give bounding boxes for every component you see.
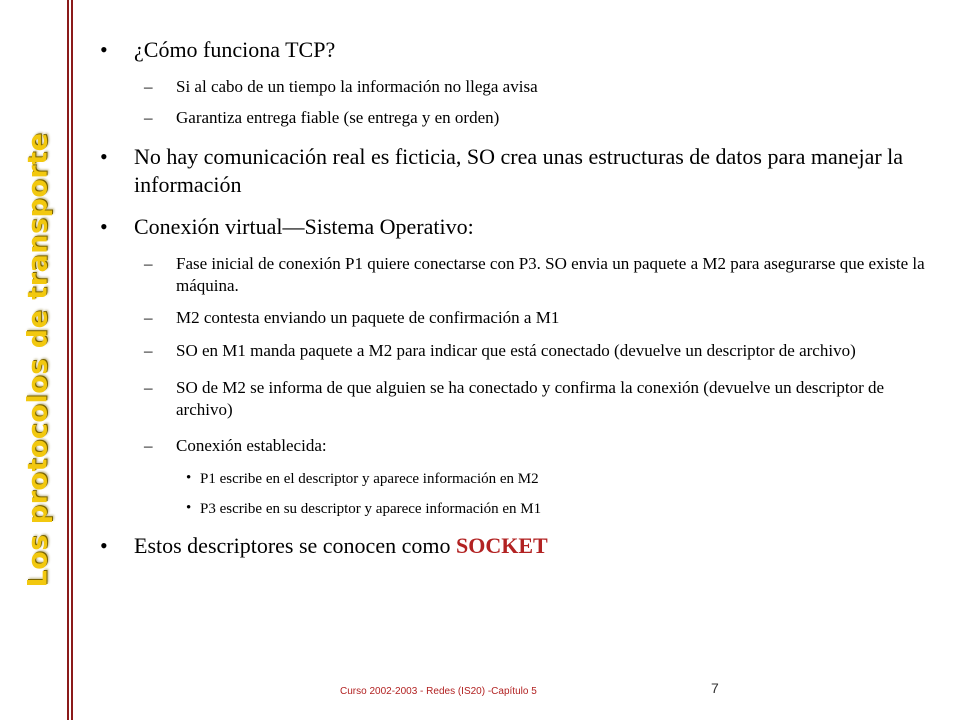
sub-bullet-item (100, 76, 940, 98)
sub-bullet-text: SO en M1 manda paquete a M2 para indicar que está conectado (devuelve un descriptor de archivo) (176, 341, 856, 360)
dash-marker: – (144, 436, 153, 455)
vertical-rule (71, 0, 73, 720)
bullet-text: No hay comunicación real es ficticia, SO crea unas estructuras de datos para manejar la información (134, 144, 904, 197)
sub-bullet-item (100, 253, 940, 297)
sub-bullet-text: Conexión establecida: (176, 436, 327, 455)
dash-marker: – (144, 254, 153, 273)
bullet-marker: • (186, 470, 192, 486)
bullet-text: Estos descriptores se conocen como (134, 533, 456, 558)
page-number: 7 (711, 680, 719, 696)
slide-content (100, 30, 940, 560)
vertical-rule (67, 0, 69, 720)
side-title: Los protocolos de transporte (22, 132, 54, 588)
bullet-marker: • (186, 500, 192, 516)
bullet-item (100, 213, 940, 241)
sub-bullet-item (100, 307, 940, 329)
bullet-text: ¿Cómo funciona TCP? (134, 37, 336, 62)
sub-sub-bullet-text: P3 escribe en su descriptor y aparece información en M1 (200, 501, 542, 517)
sub-bullet-item (100, 107, 940, 129)
bullet-text: Conexión virtual—Sistema Operativo: (134, 214, 474, 239)
sub-bullet-text: Garantiza entrega fiable (se entrega y en orden) (176, 108, 500, 127)
sub-bullet-text: Si al cabo de un tiempo la información no llega avisa (176, 77, 538, 96)
bullet-item (100, 532, 940, 560)
sub-bullet-text: SO de M2 se informa de que alguien se ha conectado y confirma la conexión (devuelve un descriptor de archivo) (176, 378, 885, 419)
sub-bullet-item (100, 377, 940, 421)
bullet-marker: • (100, 144, 108, 169)
bullet-marker: • (100, 214, 108, 239)
dash-marker: – (144, 378, 153, 397)
socket-keyword: SOCKET (455, 533, 548, 558)
dash-marker: – (144, 77, 153, 96)
sub-bullet-item (100, 435, 940, 457)
sub-sub-bullet-text: P1 escribe en el descriptor y aparece información en M2 (200, 471, 539, 487)
dash-marker: – (144, 308, 153, 327)
bullet-item (100, 36, 940, 64)
sub-bullet-text: M2 contesta enviando un paquete de confirmación a M1 (176, 308, 560, 327)
sub-sub-bullet-item (100, 499, 940, 519)
bullet-item (100, 143, 940, 199)
bullet-marker: • (100, 533, 108, 558)
dash-marker: – (144, 341, 153, 360)
dash-marker: – (144, 108, 153, 127)
bullet-marker: • (100, 37, 108, 62)
sub-sub-bullet-item (100, 469, 940, 489)
footer-course: Curso 2002-2003 - Redes (IS20) -Capítulo 5 (340, 686, 537, 697)
sub-bullet-text: Fase inicial de conexión P1 quiere conectarse con P3. SO envia un paquete a M2 para asegurarse que existe la máquina. (176, 254, 925, 295)
sub-bullet-item (100, 340, 940, 362)
